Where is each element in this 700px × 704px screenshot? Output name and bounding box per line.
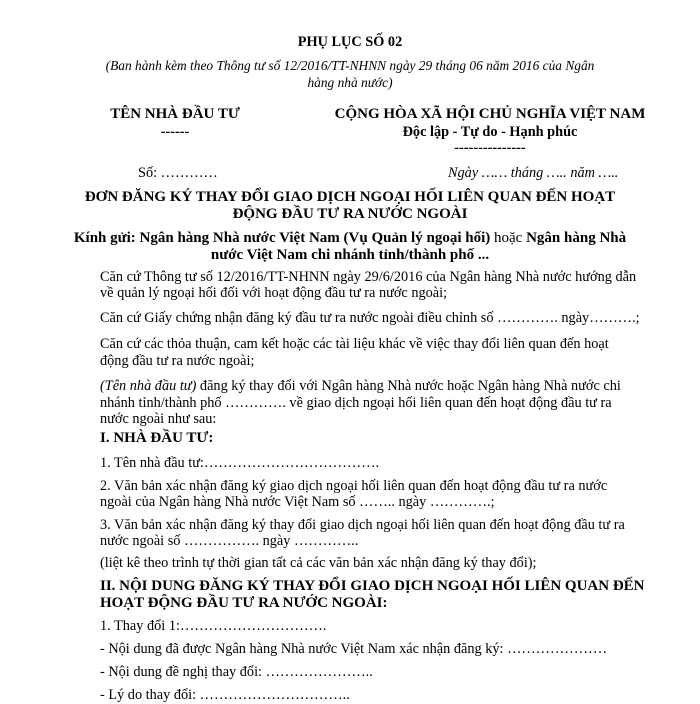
change-1-field: 1. Thay đổi 1:…………………………. bbox=[100, 618, 327, 634]
registration-statement-line2: nhánh tỉnh/thành phố …………. về giao dịch ngoại hối liên quan đến hoạt động đầu tư ra bbox=[100, 395, 612, 411]
national-motto: Độc lập - Tự do - Hạnh phúc bbox=[402, 124, 578, 140]
basis-circular-line1: Căn cứ Thông tư số 12/2016/TT-NHNN ngày 29/6/2016 của Ngân hàng Nhà nước hướng dẫn bbox=[100, 269, 637, 285]
change-confirmation-line2: nước ngoài số ……………. ngày ………….. bbox=[100, 533, 359, 549]
recipient-alternative: Ngân hàng Nhà bbox=[526, 230, 627, 246]
investor-name-heading: TÊN NHÀ ĐẦU TƯ bbox=[110, 106, 240, 122]
recipient-primary: Kính gửi: Ngân hàng Nhà nước Việt Nam (Vụ Quản lý ngoại hối) bbox=[73, 230, 491, 246]
section-changes-heading-line2: HOẠT ĐỘNG ĐẦU TƯ RA NƯỚC NGOÀI: bbox=[100, 595, 388, 611]
national-title: CỘNG HÒA XÃ HỘI CHỦ NGHĨA VIỆT NAM bbox=[334, 106, 646, 122]
basis-agreements-line1: Căn cứ các thỏa thuận, cam kết hoặc các tài liệu khác về việc thay đổi liên quan đến hoạt bbox=[100, 336, 609, 352]
change-confirmation-line1: 3. Văn bản xác nhận đăng ký thay đổi giao dịch ngoại hối liên quan đến hoạt động đầu tư ra bbox=[100, 517, 625, 533]
document-date: Ngày …… tháng ….. năm ….. bbox=[448, 165, 619, 181]
appendix-title: PHỤ LỤC SỐ 02 bbox=[297, 34, 403, 50]
document-number: Số: ………… bbox=[138, 165, 218, 181]
investor-name-rule: ------ bbox=[160, 124, 190, 140]
chronological-note: (liệt kê theo trình tự thời gian tất cả các văn bản xác nhận đăng ký thay đổi); bbox=[100, 555, 537, 571]
recipient-or: hoặc bbox=[490, 230, 527, 246]
change-reason-field: - Lý do thay đổi: ………………………….. bbox=[100, 687, 350, 703]
registration-statement-text: đăng ký thay đổi với Ngân hàng Nhà nước hoặc Ngân hàng Nhà nước chi bbox=[196, 378, 621, 394]
basis-agreements-line2: động đầu tư ra nước ngoài; bbox=[100, 353, 255, 369]
registration-statement-line3: nước ngoài như sau: bbox=[100, 411, 217, 427]
form-title-line2: ĐỘNG ĐẦU TƯ RA NƯỚC NGOÀI bbox=[232, 206, 468, 222]
investor-name-field: 1. Tên nhà đầu tư:………………………………. bbox=[100, 455, 380, 471]
appendix-subtitle-line1: (Ban hành kèm theo Thông tư số 12/2016/TT-NHNN ngày 29 tháng 06 năm 2016 của Ngân bbox=[105, 58, 595, 73]
basis-certificate: Căn cứ Giấy chứng nhận đăng ký đầu tư ra nước ngoài điều chỉnh số …………. ngày……….; bbox=[100, 310, 640, 326]
section-changes-heading-line1: II. NỘI DUNG ĐĂNG KÝ THAY ĐỔI GIAO DỊCH NGOẠI HỐI LIÊN QUAN ĐẾN bbox=[100, 578, 645, 594]
section-investor-heading: I. NHÀ ĐẦU TƯ: bbox=[100, 430, 214, 446]
confirmation-document-line1: 2. Văn bản xác nhận đăng ký giao dịch ngoại hối liên quan đến hoạt động đầu tư ra nước bbox=[100, 478, 608, 494]
recipient-line2: nước Việt Nam chi nhánh tỉnh/thành phố ... bbox=[210, 247, 490, 263]
registered-content-field: - Nội dung đã được Ngân hàng Nhà nước Việt Nam xác nhận đăng ký: ………………… bbox=[100, 641, 608, 657]
basis-circular-line2: về quản lý ngoại hối đối với hoạt động đầu tư ra nước ngoài; bbox=[100, 285, 448, 301]
national-motto-rule: --------------- bbox=[454, 140, 526, 156]
form-title-line1: ĐƠN ĐĂNG KÝ THAY ĐỔI GIAO DỊCH NGOẠI HỐI LIÊN QUAN ĐẾN HOẠT bbox=[84, 189, 616, 205]
appendix-subtitle-line2: hàng nhà nước) bbox=[307, 75, 393, 90]
registration-statement-line1 bbox=[100, 378, 621, 395]
confirmation-document-line2: ngoài của Ngân hàng Nhà nước Việt Nam số …….. ngày ………….; bbox=[100, 494, 495, 510]
investor-name-placeholder: (Tên nhà đầu tư) bbox=[100, 378, 197, 394]
recipient-line1 bbox=[0, 230, 700, 247]
proposed-change-field: - Nội dung đề nghị thay đổi: ………………….. bbox=[100, 664, 373, 680]
